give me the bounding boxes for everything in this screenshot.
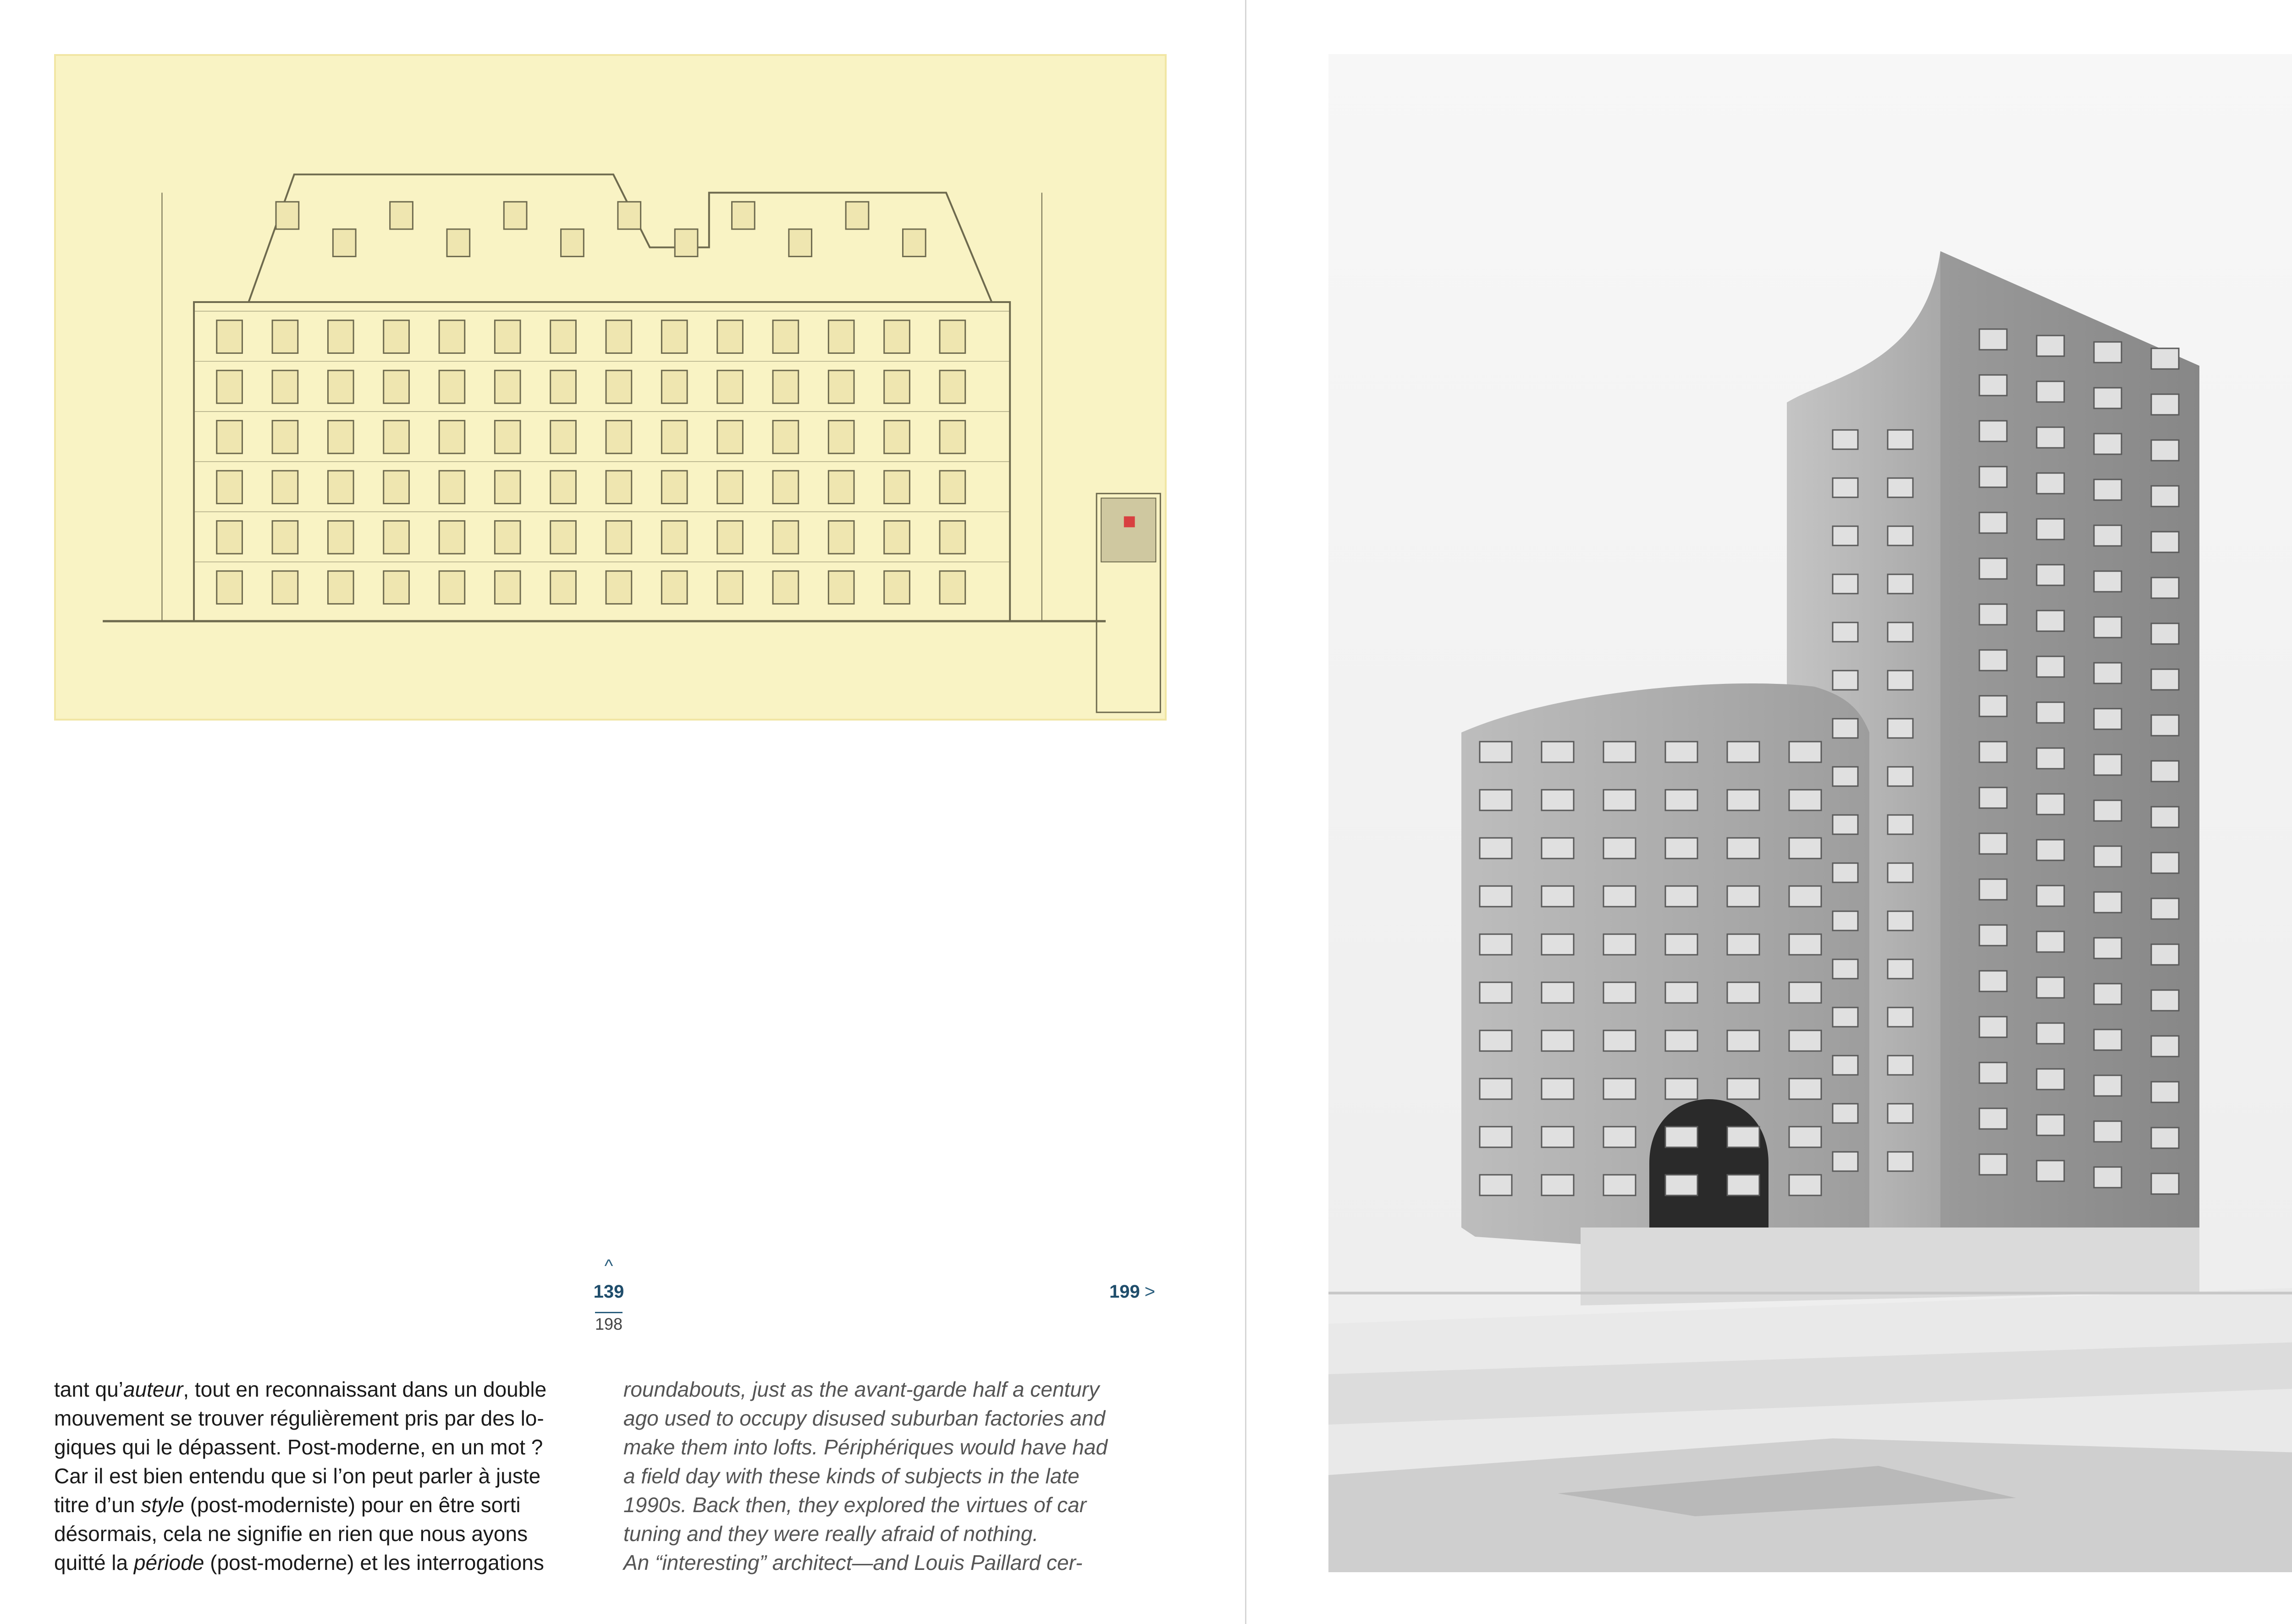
rendered-window: [1789, 1030, 1821, 1051]
rendered-window: [1979, 879, 2007, 900]
elevation-window: [217, 320, 242, 353]
elevation-window: [940, 571, 965, 604]
elevation-window: [272, 421, 298, 454]
dormer-window: [675, 229, 698, 257]
rendered-window: [1888, 767, 1913, 786]
rendered-window: [2151, 486, 2179, 506]
rendered-window: [1888, 719, 1913, 738]
rendered-window: [2094, 434, 2121, 454]
elevation-window: [773, 471, 799, 504]
rendered-window: [2037, 611, 2064, 631]
elevation-window: [661, 421, 687, 454]
elevation-window: [773, 421, 799, 454]
rendered-window: [1603, 934, 1636, 955]
rendered-window: [2151, 1036, 2179, 1057]
page-up-arrow[interactable]: ^: [604, 1256, 613, 1276]
elevation-window: [661, 471, 687, 504]
rendered-window: [1833, 767, 1858, 786]
dormer-window: [390, 202, 413, 229]
rendered-window: [1603, 742, 1636, 762]
rendered-window: [1727, 1127, 1759, 1147]
elevation-window: [773, 320, 799, 353]
rendered-window: [1979, 696, 2007, 716]
rendered-window: [2151, 394, 2179, 415]
rendered-window: [1789, 982, 1821, 1003]
rendered-window: [1888, 430, 1913, 449]
elevation-window: [717, 471, 743, 504]
elevation-window: [717, 521, 743, 554]
elevation-window: [272, 320, 298, 353]
elevation-window: [884, 521, 910, 554]
rendered-window: [2037, 794, 2064, 815]
rendered-window: [1979, 1154, 2007, 1175]
elevation-window: [272, 571, 298, 604]
rendered-window: [2094, 846, 2121, 867]
elevation-window: [940, 471, 965, 504]
rendered-window: [2037, 381, 2064, 402]
rendered-window: [1542, 982, 1574, 1003]
rendered-window: [2037, 702, 2064, 723]
next-page-link[interactable]: [1109, 1282, 1155, 1302]
text-line: mouvement se trouver régulièrement pris par des lo-: [54, 1406, 544, 1430]
rendered-window: [1789, 1175, 1821, 1195]
rendered-window: [2094, 663, 2121, 683]
rendered-window: [2094, 1075, 2121, 1096]
elevation-window: [272, 471, 298, 504]
elevation-window: [606, 571, 632, 604]
rendered-window: [2037, 565, 2064, 585]
total-pages: 198: [595, 1315, 623, 1333]
elevation-window: [828, 370, 854, 403]
text-line: roundabouts, just as the avant-garde half a century: [623, 1377, 1100, 1401]
rendered-window: [2151, 807, 2179, 827]
rendered-window: [1603, 838, 1636, 859]
spread-gutter: [1245, 0, 1246, 1624]
tower-rendering-image: [1328, 54, 2292, 1572]
rendered-window: [1542, 1079, 1574, 1099]
rendered-window: [1979, 787, 2007, 808]
dormer-window: [561, 229, 584, 257]
rendered-window: [1888, 959, 1913, 979]
rendered-window: [2151, 348, 2179, 369]
text-line: titre d’un style (post-moderniste) pour en être sorti: [54, 1493, 521, 1517]
elevation-window: [384, 521, 409, 554]
next-page-number[interactable]: 199: [1109, 1282, 1140, 1302]
rendered-window: [1542, 790, 1574, 810]
rendered-window: [1789, 886, 1821, 907]
dormer-window: [732, 202, 755, 229]
elevation-window: [828, 571, 854, 604]
rendered-window: [1542, 886, 1574, 907]
rendered-window: [2094, 800, 2121, 821]
elevation-window: [606, 320, 632, 353]
rendered-window: [1979, 925, 2007, 946]
rendered-window: [1603, 1175, 1636, 1195]
elevation-window: [940, 421, 965, 454]
rendered-window: [1979, 375, 2007, 396]
dormer-window: [447, 229, 470, 257]
rendered-window: [1480, 1175, 1512, 1195]
rendered-window: [1727, 982, 1759, 1003]
dormer-window: [846, 202, 869, 229]
rendered-window: [2037, 473, 2064, 494]
rendered-window: [1542, 934, 1574, 955]
elevation-window: [551, 320, 576, 353]
elevation-window: [439, 370, 465, 403]
rendered-window: [1480, 1127, 1512, 1147]
elevation-window: [661, 571, 687, 604]
rendered-window: [1833, 430, 1858, 449]
rendered-window: [2037, 1115, 2064, 1135]
rendered-window: [1480, 1030, 1512, 1051]
location-plan: [1101, 498, 1156, 562]
page-number-divider: [595, 1312, 623, 1313]
rendered-window: [1542, 838, 1574, 859]
elevation-window: [328, 471, 353, 504]
railing: [1328, 1292, 2292, 1294]
rendered-window: [2037, 1161, 2064, 1181]
rendered-window: [1888, 1152, 1913, 1171]
rendered-window: [1833, 1152, 1858, 1171]
rendered-window: [1888, 1104, 1913, 1123]
text-line: quitté la période (post-moderne) et les interrogations: [54, 1551, 544, 1574]
rendered-window: [1480, 790, 1512, 810]
elevation-window: [551, 521, 576, 554]
rendered-window: [2094, 1167, 2121, 1188]
site-marker: [1124, 516, 1135, 527]
elevation-window: [328, 521, 353, 554]
rendered-window: [1542, 1030, 1574, 1051]
rendered-window: [1480, 1079, 1512, 1099]
rendered-window: [1979, 329, 2007, 350]
rendered-window: [1603, 982, 1636, 1003]
rendered-window: [1480, 838, 1512, 859]
text-line: ago used to occupy disused suburban factories and: [623, 1406, 1106, 1430]
text-line: giques qui le dépassent. Post-moderne, en un mot ?: [54, 1435, 543, 1459]
rendered-window: [1727, 1030, 1759, 1051]
rendered-window: [1979, 1017, 2007, 1037]
rendered-window: [1665, 790, 1697, 810]
rendered-window: [1789, 790, 1821, 810]
rendered-window: [1665, 934, 1697, 955]
rendered-window: [1789, 1127, 1821, 1147]
elevation-window: [606, 471, 632, 504]
elevation-window: [940, 521, 965, 554]
rendered-window: [1789, 742, 1821, 762]
elevation-window: [217, 571, 242, 604]
rendered-window: [2151, 898, 2179, 919]
elevation-window: [495, 471, 520, 504]
rendered-window: [2094, 754, 2121, 775]
elevation-window: [384, 471, 409, 504]
rendered-window: [2094, 388, 2121, 408]
elevation-window: [439, 421, 465, 454]
text-line: Car il est bien entendu que si l’on peut parler à juste: [54, 1464, 541, 1488]
elevation-window: [828, 421, 854, 454]
elevation-window: [551, 471, 576, 504]
rendered-window: [2151, 944, 2179, 965]
rendered-window: [1833, 526, 1858, 545]
elevation-window: [884, 370, 910, 403]
rendered-window: [1888, 863, 1913, 882]
dormer-window: [276, 202, 299, 229]
rendered-window: [1665, 838, 1697, 859]
rendered-window: [1833, 1007, 1858, 1027]
elevation-window: [439, 521, 465, 554]
rendered-window: [1888, 574, 1913, 594]
elevation-window: [551, 571, 576, 604]
rendered-window: [1833, 478, 1858, 497]
text-line: tuning and they were really afraid of nothing.: [623, 1522, 1039, 1546]
elevation-window: [940, 320, 965, 353]
rendered-window: [2037, 977, 2064, 998]
rendered-window: [2094, 525, 2121, 546]
rendered-window: [2151, 623, 2179, 644]
next-arrow-icon[interactable]: >: [1144, 1282, 1156, 1302]
rendered-window: [1480, 886, 1512, 907]
rendered-window: [1833, 815, 1858, 834]
rendered-window: [1665, 886, 1697, 907]
rendered-window: [2151, 578, 2179, 598]
rendered-window: [1789, 838, 1821, 859]
rendered-window: [1979, 833, 2007, 854]
rendered-window: [1789, 1079, 1821, 1099]
elevation-window: [884, 571, 910, 604]
rendered-window: [1833, 911, 1858, 930]
rendered-window: [1979, 604, 2007, 625]
rendered-window: [2037, 656, 2064, 677]
elevation-window: [495, 320, 520, 353]
elevation-window: [828, 521, 854, 554]
rendered-window: [1789, 934, 1821, 955]
rendered-window: [1542, 1127, 1574, 1147]
rendered-window: [1979, 421, 2007, 441]
facade-elevation-drawing: [54, 54, 1167, 721]
elevation-window: [828, 471, 854, 504]
rendered-window: [1665, 742, 1697, 762]
rendered-window: [1542, 742, 1574, 762]
rendered-window: [2151, 715, 2179, 736]
rendered-window: [1727, 742, 1759, 762]
rendered-window: [1727, 1079, 1759, 1099]
rendered-window: [2094, 1121, 2121, 1142]
rendered-window: [1727, 886, 1759, 907]
elevation-window: [495, 571, 520, 604]
elevation-window: [495, 421, 520, 454]
arched-entrance: [1649, 1099, 1769, 1232]
elevation-window: [551, 370, 576, 403]
rendered-window: [1665, 1175, 1697, 1195]
rendered-window: [1603, 1127, 1636, 1147]
rendered-window: [1979, 971, 2007, 991]
elevation-window: [495, 521, 520, 554]
rendered-window: [2037, 1069, 2064, 1090]
rendered-window: [1833, 1104, 1858, 1123]
rendered-window: [2151, 1128, 2179, 1148]
rendered-window: [2151, 1173, 2179, 1194]
rendered-window: [2151, 532, 2179, 552]
elevation-window: [717, 320, 743, 353]
rendered-window: [1665, 1030, 1697, 1051]
rendered-window: [1603, 1079, 1636, 1099]
elevation-window: [384, 421, 409, 454]
rendered-window: [1603, 790, 1636, 810]
rendered-window: [1888, 622, 1913, 642]
text-line: a field day with these kinds of subjects in the late: [623, 1464, 1080, 1488]
rendered-window: [2151, 440, 2179, 461]
rendering-svg: [1328, 54, 2292, 1572]
elevation-window: [384, 370, 409, 403]
elevation-window: [328, 421, 353, 454]
elevation-window: [328, 320, 353, 353]
elevation-window: [940, 370, 965, 403]
elevation-window: [439, 320, 465, 353]
rendered-window: [1833, 959, 1858, 979]
rendered-window: [2094, 479, 2121, 500]
rendered-window: [2094, 1029, 2121, 1050]
rendered-window: [1665, 982, 1697, 1003]
elevation-window: [773, 521, 799, 554]
elevation-window: [606, 521, 632, 554]
elevation-window: [773, 370, 799, 403]
rendered-window: [1603, 1030, 1636, 1051]
elevation-window: [606, 370, 632, 403]
rendered-window: [2094, 342, 2121, 363]
rendered-window: [2151, 990, 2179, 1011]
elevation-window: [661, 521, 687, 554]
elevation-window: [328, 370, 353, 403]
rendered-window: [2094, 938, 2121, 958]
elevation-window: [217, 370, 242, 403]
rendered-window: [2037, 840, 2064, 860]
rendered-window: [1480, 982, 1512, 1003]
elevation-window: [884, 320, 910, 353]
rendered-window: [2151, 1082, 2179, 1102]
elevation-window: [606, 421, 632, 454]
rendered-window: [2151, 853, 2179, 873]
rendered-window: [1979, 1062, 2007, 1083]
rendered-window: [1833, 719, 1858, 738]
rendered-window: [1833, 1056, 1858, 1075]
rendered-window: [2037, 748, 2064, 769]
rendered-window: [2094, 984, 2121, 1004]
rendered-window: [2037, 519, 2064, 539]
dormer-window: [618, 202, 641, 229]
rendered-window: [1979, 742, 2007, 762]
rendered-window: [1888, 1056, 1913, 1075]
dormer-window: [903, 229, 926, 257]
rendered-window: [2151, 761, 2179, 782]
rendered-window: [2037, 931, 2064, 952]
elevation-window: [717, 571, 743, 604]
rendered-window: [2037, 427, 2064, 448]
rendered-window: [1979, 1108, 2007, 1129]
elevation-window: [884, 421, 910, 454]
dormer-window: [504, 202, 527, 229]
rendered-window: [1727, 838, 1759, 859]
dormer-window: [333, 229, 356, 257]
rendered-window: [1480, 742, 1512, 762]
text-line: make them into lofts. Périphériques would have had: [623, 1435, 1108, 1459]
text-line: désormais, cela ne signifie en rien que nous ayons: [54, 1522, 528, 1546]
rendered-window: [1888, 911, 1913, 930]
english-text-column: [623, 1375, 1164, 1577]
rendered-window: [2037, 336, 2064, 356]
elevation-window: [272, 370, 298, 403]
elevation-window: [661, 320, 687, 353]
rendered-window: [1833, 671, 1858, 690]
rendered-window: [1979, 467, 2007, 487]
rendered-window: [2094, 617, 2121, 638]
rendered-window: [1542, 1175, 1574, 1195]
elevation-window: [495, 370, 520, 403]
elevation-window: [217, 421, 242, 454]
text-line: An “interesting” architect—and Louis Paillard cer-: [623, 1551, 1083, 1574]
elevation-window: [328, 571, 353, 604]
elevation-window: [884, 471, 910, 504]
text-line: 1990s. Back then, they explored the virtues of car: [623, 1493, 1087, 1517]
rendered-window: [2094, 709, 2121, 729]
elevation-window: [439, 571, 465, 604]
elevation-window: [217, 521, 242, 554]
rendered-window: [1888, 478, 1913, 497]
elevation-window: [773, 571, 799, 604]
rendered-window: [1665, 1127, 1697, 1147]
elevation-window: [439, 471, 465, 504]
roof-outline: [248, 175, 992, 302]
elevation-window: [384, 320, 409, 353]
rendered-window: [1727, 1175, 1759, 1195]
rendered-window: [1665, 1079, 1697, 1099]
elevation-window: [551, 421, 576, 454]
elevation-window: [717, 370, 743, 403]
rendered-window: [1979, 650, 2007, 671]
rendered-window: [2037, 886, 2064, 906]
rendered-window: [2151, 669, 2179, 690]
elevation-window: [217, 471, 242, 504]
elevation-window: [661, 370, 687, 403]
rendered-window: [1727, 790, 1759, 810]
rendered-window: [1727, 934, 1759, 955]
rendered-window: [1979, 558, 2007, 579]
rendered-window: [2037, 1023, 2064, 1044]
elevation-window: [828, 320, 854, 353]
rendered-window: [1833, 622, 1858, 642]
text-line: tant qu’auteur, tout en reconnaissant dans un double: [54, 1377, 547, 1401]
rendered-window: [1603, 886, 1636, 907]
rendered-window: [1888, 671, 1913, 690]
french-text-column: [54, 1375, 595, 1577]
rendered-window: [1480, 934, 1512, 955]
dormer-window: [789, 229, 812, 257]
elevation-svg: [56, 56, 1165, 719]
rendered-window: [1833, 863, 1858, 882]
elevation-window: [384, 571, 409, 604]
elevation-window: [272, 521, 298, 554]
rendered-window: [2094, 892, 2121, 913]
rendered-window: [1888, 815, 1913, 834]
rendered-window: [1833, 574, 1858, 594]
rendered-window: [1888, 1007, 1913, 1027]
rendered-window: [1979, 512, 2007, 533]
elevation-window: [717, 421, 743, 454]
current-page-number[interactable]: 139: [593, 1282, 624, 1302]
rendered-window: [1888, 526, 1913, 545]
rendered-window: [2094, 571, 2121, 592]
